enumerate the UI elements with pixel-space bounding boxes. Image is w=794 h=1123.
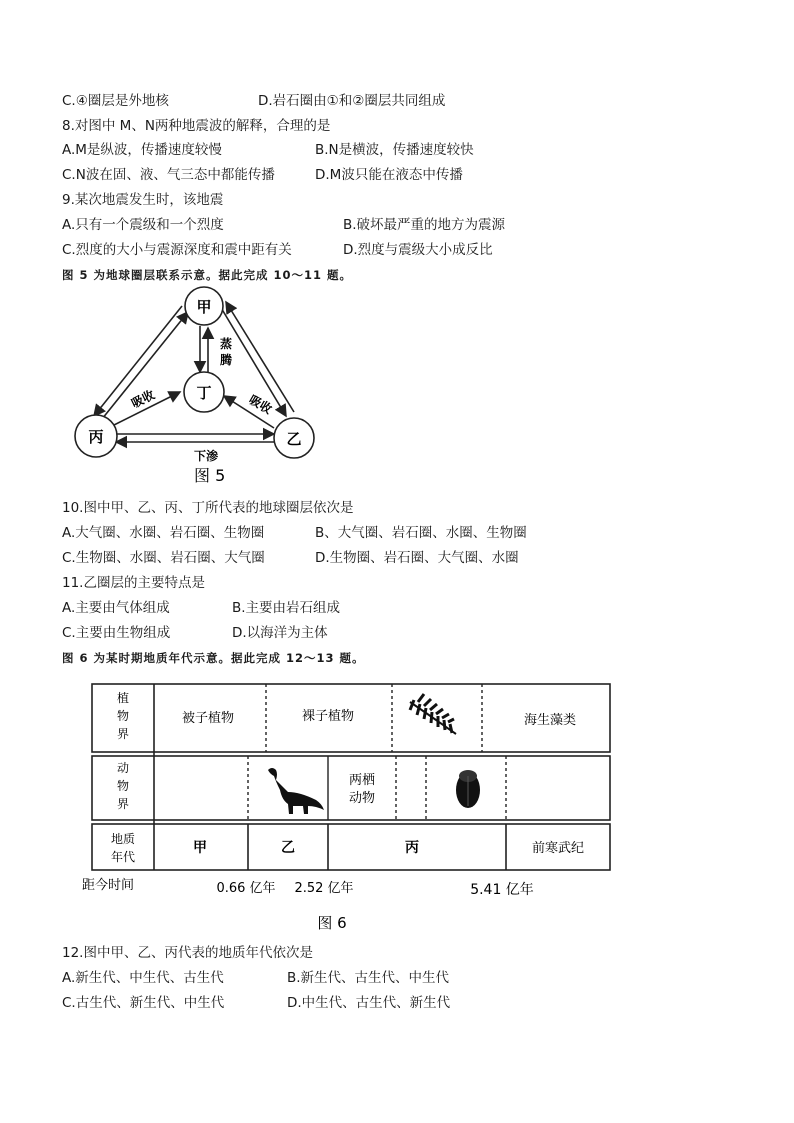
q9-stem: 9.某次地震发生时，该地震 [62,192,224,208]
q10-stem: 10.图中甲、乙、丙、丁所代表的地球圈层依次是 [62,500,354,516]
q10-option-a: A.大气圈、水圈、岩石圈、生物圈 [62,525,265,541]
row-animal-char-3: 界 [116,797,130,811]
q8-option-a: A.M是纵波，传播速度较慢 [62,142,222,158]
q11-stem: 11.乙圈层的主要特点是 [62,575,205,591]
animal-amphibian-2: 动物 [348,791,376,806]
fig6-diagram [70,672,620,938]
label-xiashen: 下渗 [194,449,219,463]
fig5-diagram [62,284,348,484]
arrow-bing-to-jia [98,312,188,424]
svg-text:甲: 甲 [196,298,212,316]
fig6-intro: 图 6 为某时期地质年代示意。据此完成 12～13 题。 [62,651,365,665]
q12-option-a: A.新生代、中生代、古生代 [62,970,224,986]
row-animal-char-1: 动 [116,761,130,775]
q11-option-a: A.主要由气体组成 [62,600,170,616]
era-bing: 丙 [405,840,419,856]
q12-option-b: B.新生代、古生代、中生代 [287,970,450,986]
q9-option-b: B.破坏最严重的地方为震源 [343,217,506,233]
row-plant-char-1: 植 [116,691,130,705]
svg-text:丙: 丙 [88,428,104,446]
era-yi: 乙 [281,840,295,856]
q9-option-a: A.只有一个震级和一个烈度 [62,217,224,233]
label-xishou-right: 吸收 [246,392,275,417]
q11-option-c: C.主要由生物组成 [62,625,171,641]
q8-option-c: C.N波在固、液、气三态中都能传播 [62,167,275,183]
plant-angiosperm: 被子植物 [181,711,235,726]
node-yi [274,418,314,458]
label-zhengteng-2: 腾 [220,353,233,367]
row-era-label-1: 地质 [110,832,136,846]
q10-option-b: B、大气圈、岩石圈、水圈、生物圈 [315,525,527,541]
row-plant-char-2: 物 [116,709,130,723]
row-era-label-2: 年代 [110,850,136,864]
q8-stem: 8.对图中 M、N两种地震波的解释，合理的是 [62,118,331,134]
svg-text:乙: 乙 [286,430,302,448]
trilobite-icon [456,770,480,808]
label-zhengteng-1: 蒸 [220,337,233,351]
era-jia: 甲 [193,840,207,856]
row-plant-char-3: 界 [116,727,130,741]
node-ding [184,372,224,412]
q11-option-b: B.主要由岩石组成 [232,600,341,616]
q9-option-d: D.烈度与震级大小成反比 [343,242,493,258]
time-label: 距今时间 [82,878,135,893]
row-animal-char-2: 物 [116,779,130,793]
fig6-caption: 图 6 [317,914,347,932]
animal-amphibian-1: 两栖 [348,773,376,788]
label-xishou-left: 吸收 [129,387,157,411]
era-precambrian: 前寒武纪 [531,841,585,856]
svg-text:丁: 丁 [196,384,212,402]
q7-option-d: D.岩石圈由①和②圈层共同组成 [258,93,446,109]
plant-algae: 海生藻类 [523,713,577,728]
q8-option-b: B.N是横波，传播速度较快 [315,142,474,158]
q7-option-c: C.④圈层是外地核 [62,93,169,109]
time-252: 2.52 亿年 [294,881,354,896]
q10-option-c: C.生物圈、水圈、岩石圈、大气圈 [62,550,265,566]
fig5-caption: 图 5 [194,466,226,484]
q12-option-c: C.古生代、新生代、中生代 [62,995,225,1011]
node-bing [75,415,117,457]
q12-stem: 12.图中甲、乙、丙代表的地质年代依次是 [62,945,313,961]
fern-icon [410,694,456,734]
time-541: 5.41 亿年 [470,882,534,898]
q11-option-d: D.以海洋为主体 [232,625,328,641]
fig5-intro: 图 5 为地球圈层联系示意。据此完成 10～11 题。 [62,268,353,282]
q8-option-d: D.M波只能在液态中传播 [315,167,463,183]
q10-option-d: D.生物圈、岩石圈、大气圈、水圈 [315,550,519,566]
time-066: 0.66 亿年 [216,881,276,896]
dinosaur-icon [268,768,324,814]
node-jia [185,287,223,325]
plant-gymnosperm: 裸子植物 [301,709,355,724]
q9-option-c: C.烈度的大小与震源深度和震中距有关 [62,242,292,258]
q12-option-d: D.中生代、古生代、新生代 [287,995,451,1011]
